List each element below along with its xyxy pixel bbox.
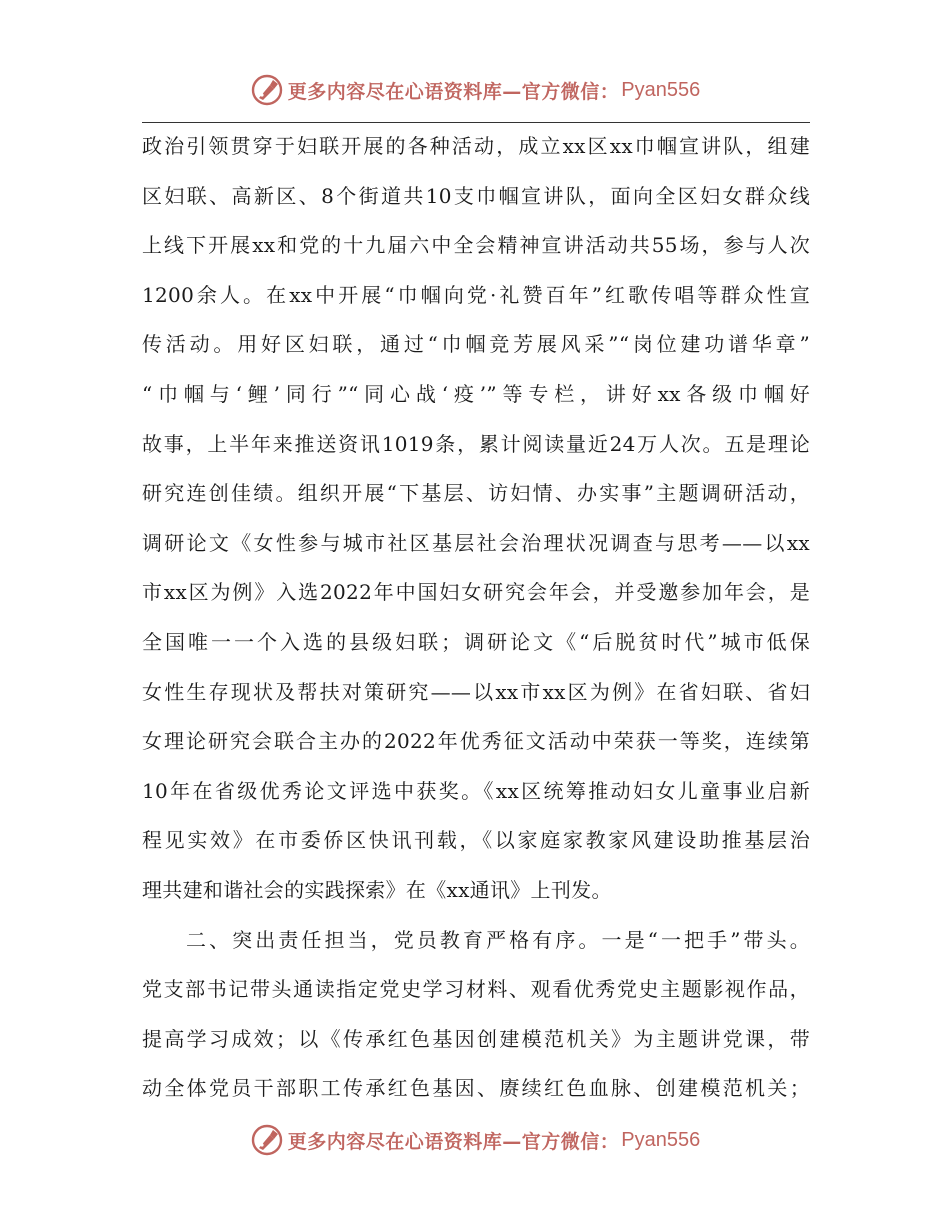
text-line: 女性生存现状及帮扶对策研究——以xx市xx区为例》在省妇联、省妇 (142, 679, 810, 704)
banner-text: 更多内容尽在心语资料库—官方微信： (287, 80, 620, 103)
text-line: 传活动。用好区妇联，通过“巾帼竞芳展风采”“岗位建功谱华章” (142, 332, 810, 357)
text-line: 10年在省级优秀论文评选中获奖。《xx区统筹推动妇女儿童事业启新 (142, 778, 810, 803)
text-line: 程见实效》在市委侨区快讯刊载，《以家庭家教家风建设助推基层治 (142, 828, 810, 853)
banner-wechat-id: Pyan556 (621, 1128, 701, 1151)
text-line: 理共建和谐社会的实践探索》在《xx通讯》上刊发。 (142, 877, 612, 902)
footer-banner (0, 1120, 950, 1160)
text-line: 党支部书记带头通读指定党史学习材料、观看优秀党史主题影视作品， (142, 977, 810, 1002)
text-line: 区妇联、高新区、8个街道共10支巾帼宣讲队，面向全区妇女群众线 (142, 183, 810, 208)
pen-nib-seal-icon (250, 73, 284, 107)
banner-text: 更多内容尽在心语资料库—官方微信： (287, 1130, 620, 1153)
text-line: 动全体党员干部职工传承红色基因、赓续红色血脉、创建模范机关； (142, 1076, 810, 1101)
text-line: “巾帼与‘鲤’同行”“同心战‘疫’”等专栏，讲好xx各级巾帼好 (142, 381, 810, 406)
section-heading-line: 二、突出责任担当，党员教育严格有序。一是“一把手”带头。 (186, 927, 810, 952)
text-line: 政治引领贯穿于妇联开展的各种活动，成立xx区xx巾帼宣讲队，组建 (142, 134, 810, 158)
document-body (142, 122, 810, 1114)
text-line: 上线下开展xx和党的十九届六中全会精神宣讲活动共55场，参与人次 (142, 233, 810, 258)
banner-wechat-id: Pyan556 (621, 78, 701, 101)
text-line: 调研论文《女性参与城市社区基层社会治理状况调查与思考——以xx (142, 530, 810, 555)
header-banner (0, 70, 950, 110)
pen-nib-seal-icon (250, 1123, 284, 1157)
text-line: 1200余人。在xx中开展“巾帼向党·礼赞百年”红歌传唱等群众性宣 (142, 282, 810, 307)
text-line: 提高学习成效；以《传承红色基因创建模范机关》为主题讲党课，带 (142, 1026, 810, 1051)
text-line: 女理论研究会联合主办的2022年优秀征文活动中荣获一等奖，连续第 (142, 729, 810, 754)
text-line: 市xx区为例》入选2022年中国妇女研究会年会，并受邀参加年会，是 (142, 580, 810, 605)
text-line: 研究连创佳绩。组织开展“下基层、访妇情、办实事”主题调研活动， (142, 481, 810, 506)
text-line: 全国唯一一个入选的县级妇联；调研论文《“后脱贫时代”城市低保 (142, 629, 810, 654)
text-line: 故事，上半年来推送资讯1019条，累计阅读量近24万人次。五是理论 (142, 431, 810, 456)
